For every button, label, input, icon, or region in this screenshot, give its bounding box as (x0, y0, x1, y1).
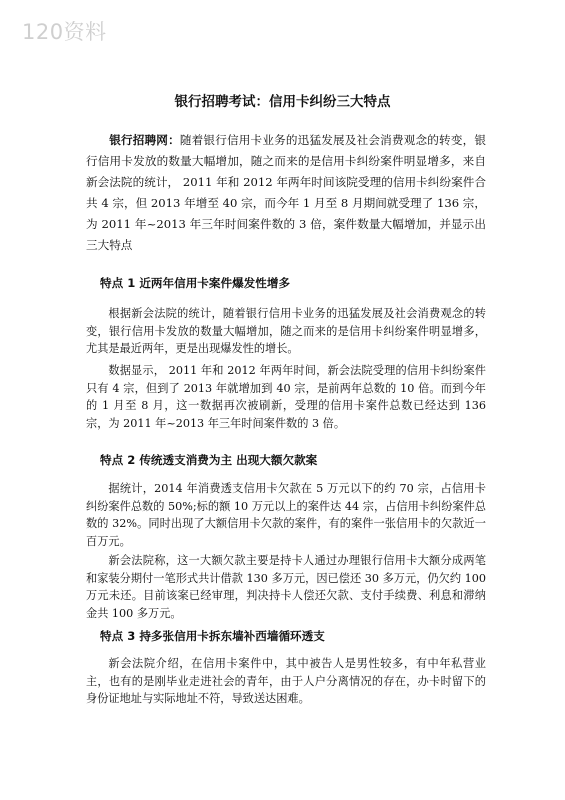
section-2-paragraph-1: 据统计，2014 年消费透支信用卡欠款在 5 万元以下的约 70 宗，占信用卡纠纷案件总数的 50%;标的额 10 万元以上的案件达 44 宗，占信用卡纠纷案件总数的 32%。同时出现了大额信用卡欠款的案件，有的案件一张信用卡的欠款近一百万元。 (86, 482, 486, 548)
intro-paragraph (86, 130, 486, 256)
watermark-logo: 120资料 (22, 20, 107, 44)
section-1-heading: 特点 1 近两年信用卡案件爆发性增多 (100, 276, 291, 290)
section-1-paragraph-1: 根据新会法院的统计，随着银行信用卡业务的迅猛发展及社会消费观念的转变，银行信用卡发放的数量大幅增加，随之而来的是信用卡纠纷案件明显增多，尤其是最近两年，更是出现爆发性的增长。 (86, 307, 486, 355)
section-3-paragraph-1: 新会法院介绍，在信用卡案件中，其中被告人是男性较多，有中年私营业主，也有的是刚毕业走进社会的青年，由于人户分离情况的存在，办卡时留下的身份证地址与实际地址不符，导致送达困难。 (86, 657, 486, 705)
document-title: 银行招聘考试：信用卡纠纷三大特点 (174, 94, 391, 110)
section-2-heading: 特点 2 传统透支消费为主 出现大额欠款案 (100, 453, 318, 467)
section-2-paragraph-2: 新会法院称，这一大额欠款主要是持卡人通过办理银行信用卡大额分成两笔和家装分期付一笔形式共计借款 130 多万元，因已偿还 30 多万元，仍欠约 100 万元未还。目前该案已经审理，判决持卡人偿还欠款、支付手续费、利息和滞纳金共 100 多万元。 (86, 554, 486, 620)
intro-lead: 银行招聘网： (109, 133, 180, 147)
intro-text: 随着银行信用卡业务的迅猛发展及社会消费观念的转变，银行信用卡发放的数量大幅增加，随之而来的是信用卡纠纷案件明显增多，来自新会法院的统计， 2011 年和 2012 年两年时间该院受理的信用卡纠纷案件合共 4 宗，但 2013 年增至 40 宗，而今年 1 月至 8 月期间就受理了 136 宗，为 2011 年~2013 年三年时间案件数的 3 倍，案件数量大幅增加，并显示出三大特点 (86, 133, 486, 252)
section-1-paragraph-2: 数据显示， 2011 年和 2012 年两年时间，新会法院受理的信用卡纠纷案件只有 4 宗，但到了 2013 年就增加到 40 宗，是前两年总数的 10 倍。而到今年的 1 月至 8 月，这一数据再次被刷新，受理的信用卡案件总数已经达到 136 宗，为 2011 年~2013 年三年时间案件数的 3 倍。 (86, 364, 486, 430)
section-3-heading: 特点 3 持多张信用卡拆东墙补西墙循环透支 (100, 629, 325, 643)
